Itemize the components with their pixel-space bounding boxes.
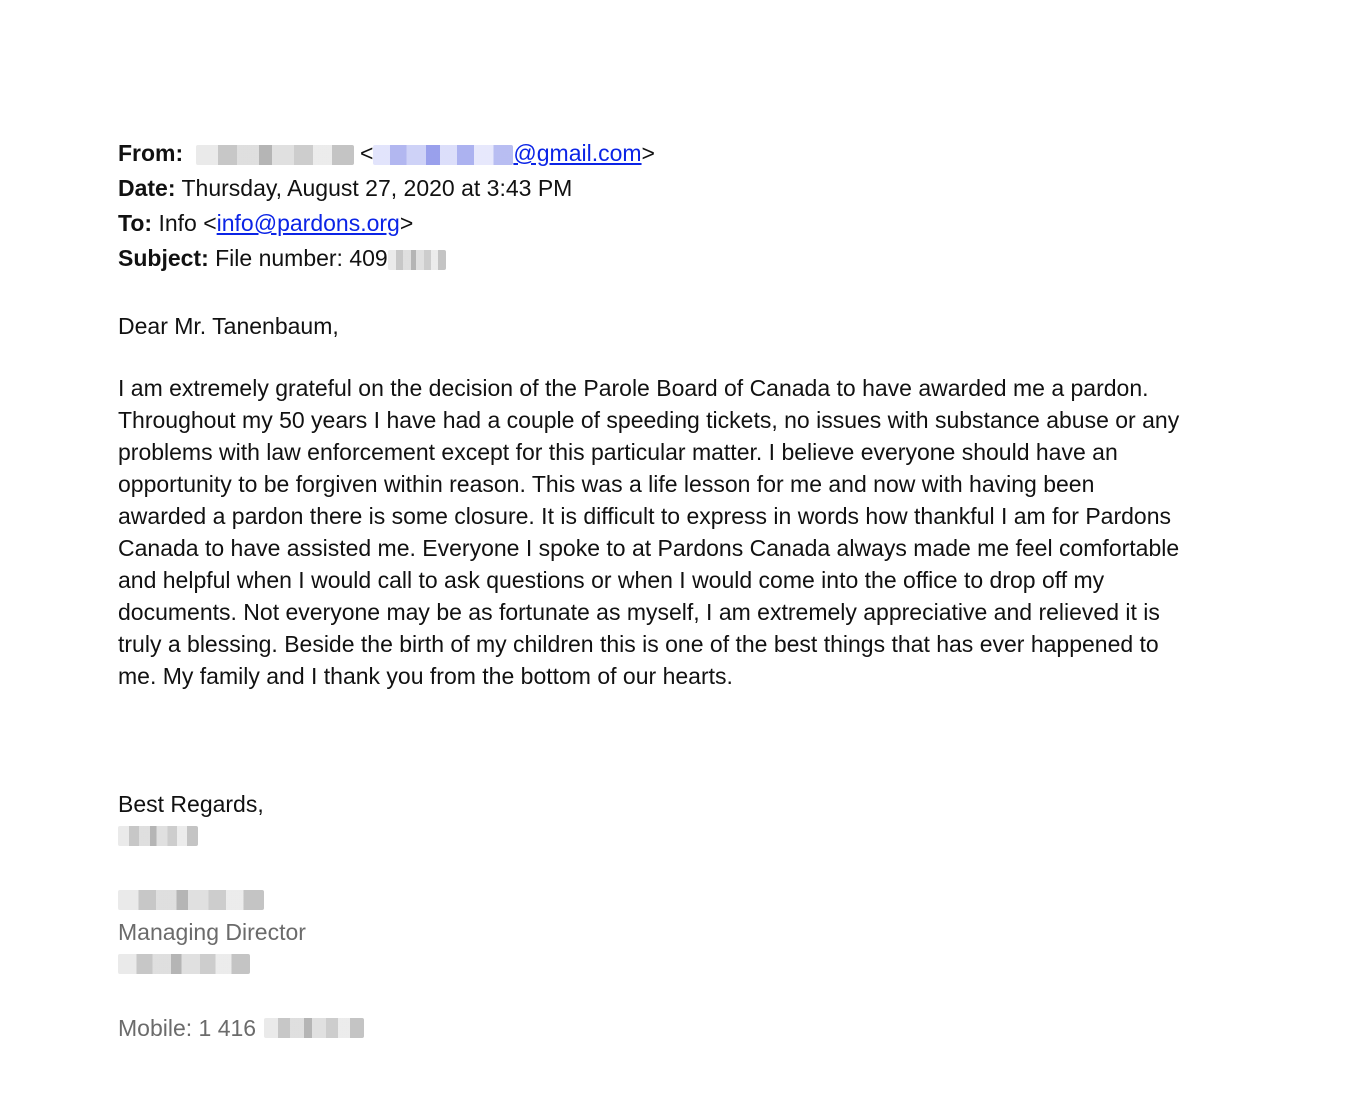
from-email-domain: @gmail.com xyxy=(513,140,642,166)
to-gt: > xyxy=(399,210,414,236)
subject-label: Subject: xyxy=(118,245,209,271)
email-message xyxy=(118,136,1238,1044)
from-gt: > xyxy=(641,140,655,166)
from-line xyxy=(118,136,1238,171)
signature-mobile: Mobile: 1 416 xyxy=(118,1015,257,1041)
signature-name-row xyxy=(118,820,1238,852)
signature-spacer xyxy=(118,852,1238,884)
body-line: documents. Not everyone may be as fortunate as myself, I am extremely appreciative and relieved it is xyxy=(118,599,1160,625)
body-line: awarded a pardon there is some closure. It is difficult to express in words how thankful I am for Pardons xyxy=(118,503,1171,529)
redacted-full-name xyxy=(118,890,264,910)
redacted-company xyxy=(118,954,250,974)
to-name: Info < xyxy=(158,210,217,236)
signature-title: Managing Director xyxy=(118,919,306,945)
to-email-link[interactable]: info@pardons.org xyxy=(216,210,400,236)
body-line: truly a blessing. Beside the birth of my children this is one of the best things that has ever happened to xyxy=(118,631,1159,657)
from-lt: < xyxy=(359,140,374,166)
redacted-phone xyxy=(264,1018,364,1038)
body-line: Canada to have assisted me. Everyone I spoke to at Pardons Canada always made me feel comfortable xyxy=(118,535,1180,561)
signature-mobile-row xyxy=(118,1012,1238,1044)
body-line: opportunity to be forgiven within reason. This was a life lesson for me and now with having been xyxy=(118,471,1095,497)
message-body xyxy=(118,372,1236,692)
date-label: Date: xyxy=(118,175,176,201)
closing: Best Regards, xyxy=(118,791,264,817)
subject-line xyxy=(118,241,1238,276)
to-line xyxy=(118,206,1238,241)
signature-fullname-row xyxy=(118,884,1238,916)
greeting: Dear Mr. Tanenbaum, xyxy=(118,313,339,339)
body-line: problems with law enforcement except for this particular matter. I believe everyone should have an xyxy=(118,439,1118,465)
body-line: I am extremely grateful on the decision of the Parole Board of Canada to have awarded me a pardon. xyxy=(118,375,1149,401)
date-value: Thursday, August 27, 2020 at 3:43 PM xyxy=(181,175,573,201)
date-line xyxy=(118,171,1238,206)
body-line: me. My family and I thank you from the bottom of our hearts. xyxy=(118,663,733,689)
signature-company-row xyxy=(118,948,1238,980)
to-label: To: xyxy=(118,210,153,236)
redacted-signature-name xyxy=(118,826,198,846)
redacted-email-user xyxy=(373,145,513,165)
signature-spacer xyxy=(118,980,1238,1012)
redacted-sender-name xyxy=(196,145,354,165)
signature-block xyxy=(118,820,1238,1044)
from-label: From: xyxy=(118,140,184,166)
redacted-file-number xyxy=(388,250,446,270)
body-line: Throughout my 50 years I have had a couple of speeding tickets, no issues with substance abuse or any xyxy=(118,407,1180,433)
from-email-link[interactable] xyxy=(373,140,641,166)
subject-value: File number: 409 xyxy=(215,245,388,271)
body-line: and helpful when I would call to ask questions or when I would come into the office to drop off my xyxy=(118,567,1105,593)
